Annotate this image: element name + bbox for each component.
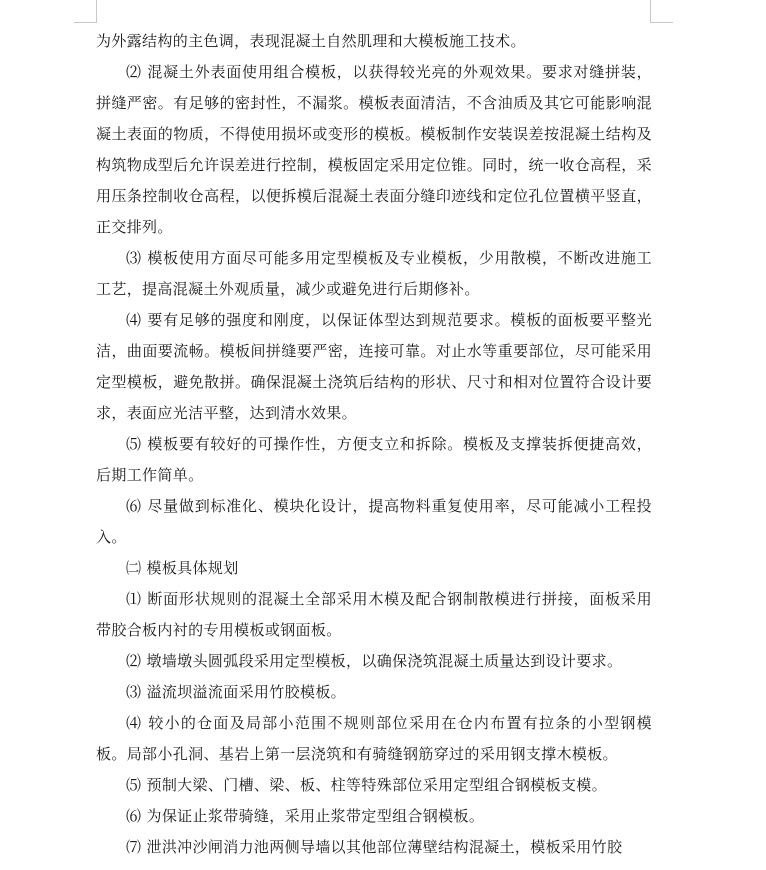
paragraph-item-6-standardization: ⑹ 尽量做到标准化、模块化设计，提高物料重复使用率，尽可能减小工程投入。 [96,497,652,546]
document-body [96,26,652,863]
section-heading-formwork-planning: ㈡ 模板具体规划 [126,559,239,577]
paragraph-plan-item-2: ⑵ 墩墙墩头圆弧段采用定型模板，以确保浇筑混凝土质量达到设计要求。 [126,652,623,670]
paragraph-plan-item-4: ⑷ 较小的仓面及局部小范围不规则部位采用在仓内布置有拉条的小型钢模板。局部小孔洞、基岩上第一层浇筑和有骑缝钢筋穿过的采用钢支撑木模板。 [96,714,652,763]
paragraph-item-2-formwork-surface: ⑵ 混凝土外表面使用组合模板，以获得较光亮的外观效果。要求对缝拼装，拼缝严密。有足够的密封性，不漏浆。模板表面清洁，不含油质及其它可能影响混凝土表面的物质，不得使用损坏或变形的模板。模板制作安装误差按混凝土结构及构筑物成型后允许误差进行控制，模板固定采用定位锥。同时，统一收仓高程，采用压条控制收仓高程，以便拆模后混凝土表面分缝印迹线和定位孔位置横平竖直，正交排列。 [96,63,652,236]
paragraph-item-3-standard-formwork: ⑶ 模板使用方面尽可能多用定型模板及专业模板，少用散模，不断改进施工工艺，提高混凝土外观质量，减少或避免进行后期修补。 [96,249,652,298]
paragraph-plan-item-6: ⑹ 为保证止浆带骑缝，采用止浆带定型组合钢模板。 [126,807,485,825]
paragraph-item-4-strength-rigidity: ⑷ 要有足够的强度和刚度，以保证体型达到规范要求。模板的面板要平整光洁，曲面要流畅。模板间拼缝要严密，连接可靠。对止水等重要部位，尽可能采用定型模板，避免散拼。确保混凝土浇筑后结构的形状、尺寸和相对位置符合设计要求，表面应光洁平整，达到清水效果。 [96,311,652,422]
paragraph-continuation: 为外露结构的主色调，表现混凝土自然肌理和大模板施工技术。 [96,32,526,50]
paragraph-plan-item-1: ⑴ 断面形状规则的混凝土全部采用木模及配合钢制散模进行拼接，面板采用带胶合板内衬的专用模板或钢面板。 [96,590,652,639]
crop-mark-left-vertical [96,0,97,22]
paragraph-plan-item-7: ⑺ 泄洪冲沙闸消力池两侧导墙以其他部位薄壁结构混凝土，模板采用竹胶 [126,838,623,856]
paragraph-item-5-operability: ⑸ 模板要有较好的可操作性，方便支立和拆除。模板及支撑装拆便捷高效，后期工作简单。 [96,435,652,484]
crop-mark-left-horizontal [74,22,97,23]
crop-mark-right-vertical [650,0,651,22]
paragraph-plan-item-5: ⑸ 预制大梁、门槽、梁、板、柱等特殊部位采用定型组合钢模板支模。 [126,776,607,794]
crop-mark-right-horizontal [650,22,673,23]
paragraph-plan-item-3: ⑶ 溢流坝溢流面采用竹胶模板。 [126,683,347,701]
